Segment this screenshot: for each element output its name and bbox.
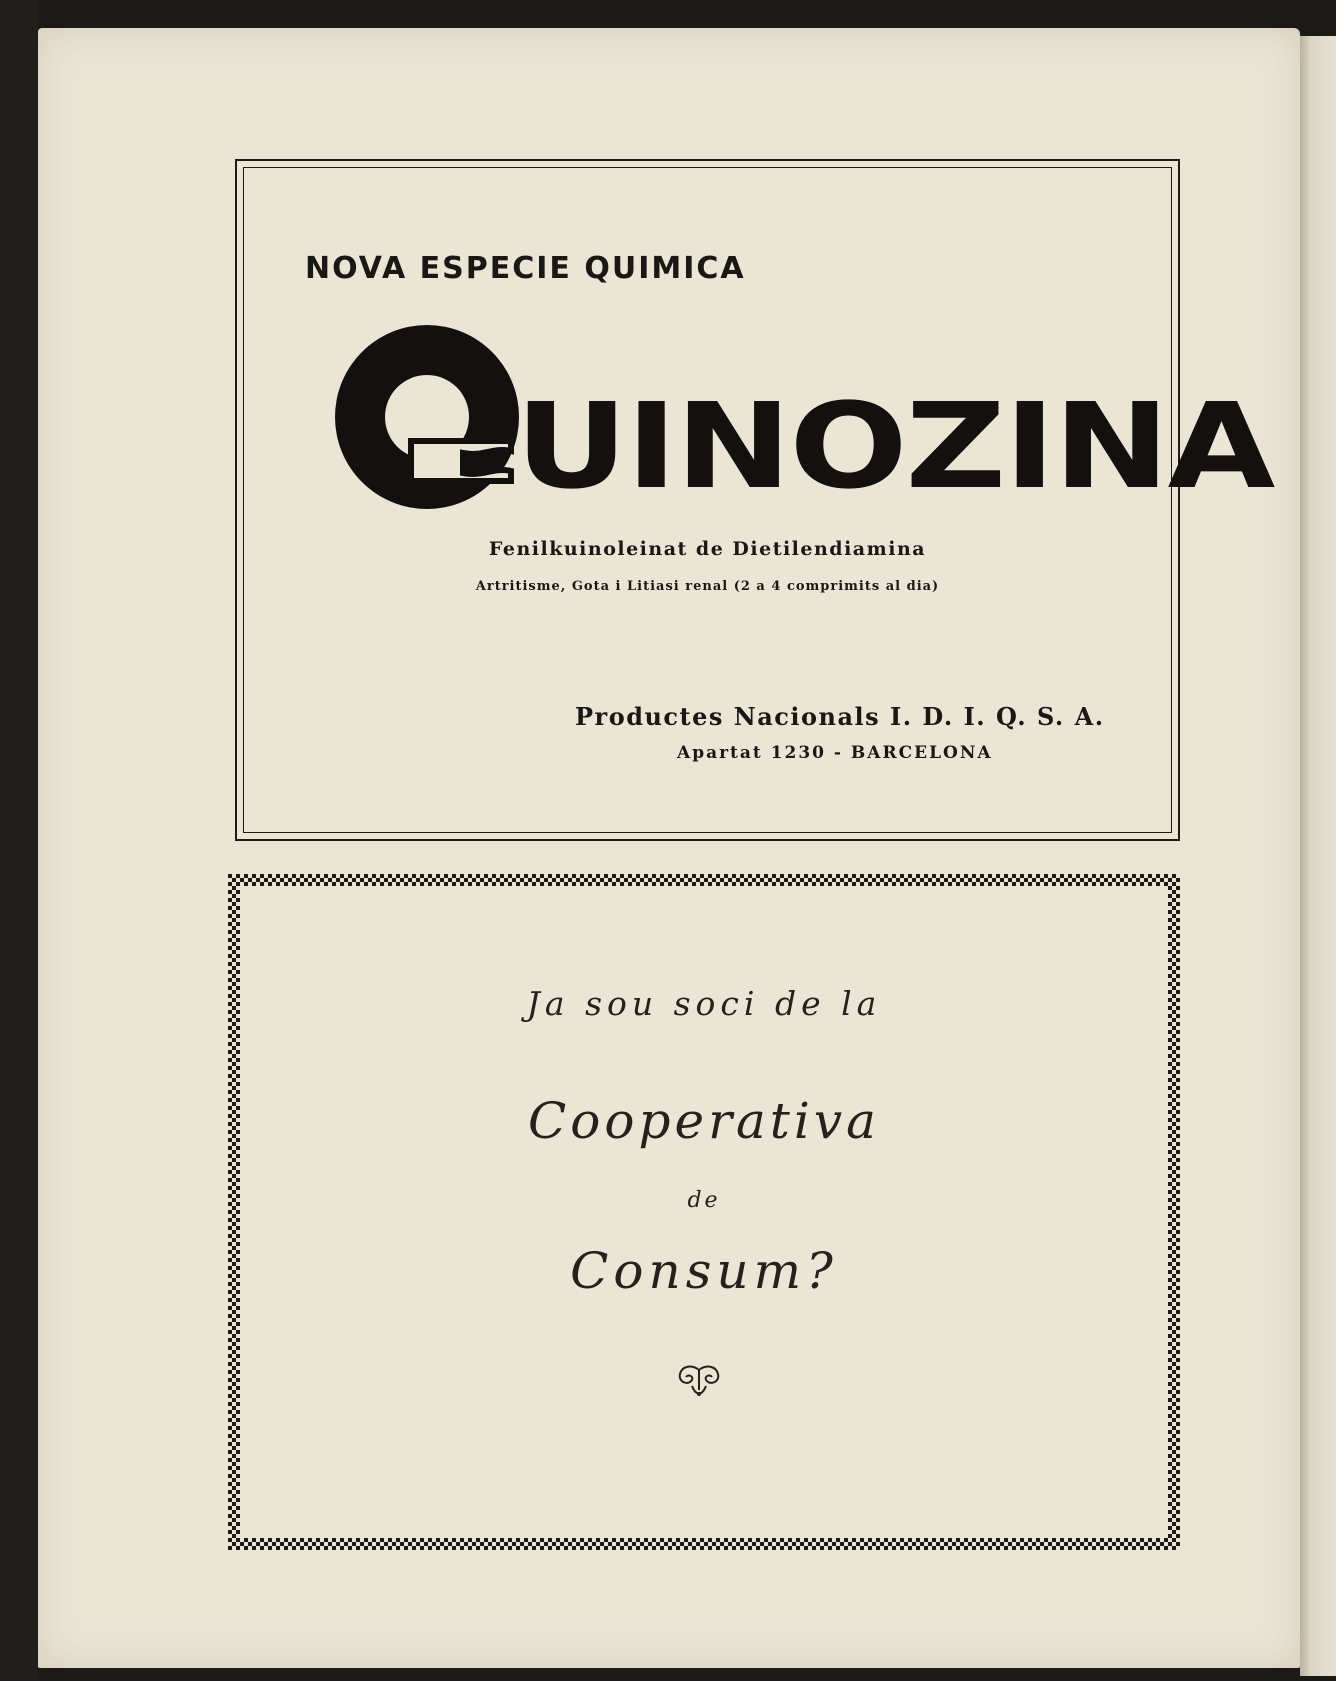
ad-question-line-1: Ja sou soci de la: [526, 984, 882, 1023]
ad-question-line-2: Cooperativa: [528, 1092, 880, 1150]
magazine-page: [38, 28, 1300, 1668]
next-page-edge: [1300, 36, 1336, 1676]
ad-indication: Artritisme, Gota i Litiasi renal (2 a 4 comprimits al dia): [475, 579, 940, 594]
fleuron-ornament-icon: [674, 1364, 724, 1398]
ad-company-address: Apartat 1230 - BARCELONA: [677, 743, 993, 763]
logo-q-letter: [333, 310, 521, 511]
ad-chemical-name: Fenilkuinoleinat de Dietilendiamina: [488, 538, 927, 560]
ad-question-line-4: Consum?: [570, 1242, 838, 1300]
ad-headline: NOVA ESPECIE QUIMICA: [305, 251, 746, 286]
ad-question-line-3: de: [687, 1188, 721, 1213]
quinozina-advertisement: [235, 159, 1273, 841]
logo-brand-text: UINOZINA: [515, 377, 1273, 515]
logo-q-initial: Q: [333, 310, 345, 327]
quinozina-logo: [333, 310, 1273, 515]
scanner-background: [0, 0, 38, 1681]
ad-company-name: Productes Nacionals I. D. I. Q. S. A.: [575, 702, 1105, 731]
cooperativa-advertisement: [228, 874, 1180, 1550]
